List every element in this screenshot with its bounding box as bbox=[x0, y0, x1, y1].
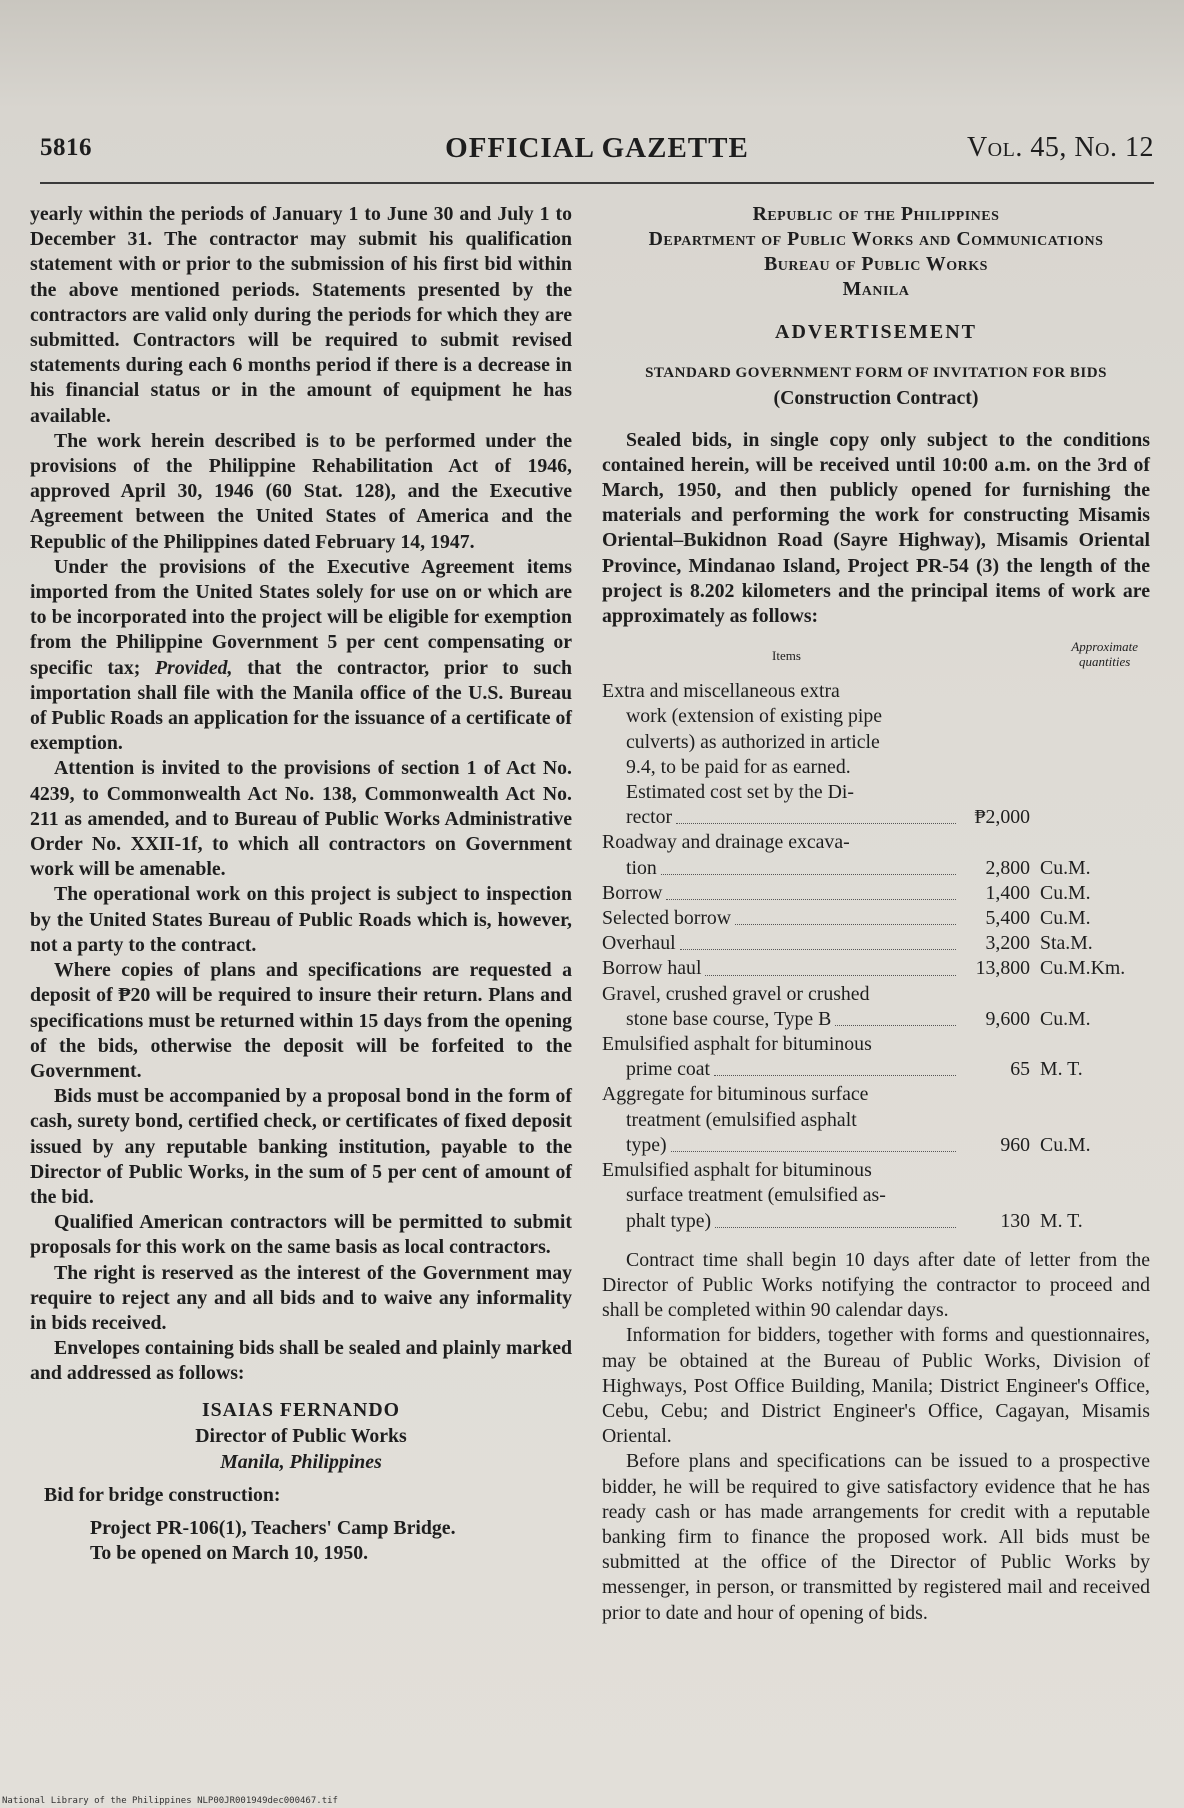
item-text: Borrow haul bbox=[602, 957, 702, 980]
item-description bbox=[602, 881, 960, 906]
item-row bbox=[602, 679, 1150, 830]
leader-dots bbox=[705, 956, 956, 975]
project-line: To be opened on March 10, 1950. bbox=[90, 1541, 369, 1564]
paragraph: Information for bidders, together with forms and questionnaires, may be obtained at the Bureau of Public Works, Division of Highways, Post Office Building, Manila; District Engineer's Office, Cebu, Cebu; and District Engineer's Office, Cagayan, Misamis Oriental. bbox=[602, 1324, 1150, 1448]
item-text-line: Roadway and drainage excava- bbox=[602, 831, 850, 854]
item-text-line: Emulsified asphalt for bituminous bbox=[602, 1159, 872, 1182]
leader-dots bbox=[680, 931, 956, 950]
items-column-header: Items bbox=[772, 648, 801, 664]
item-description bbox=[602, 931, 960, 956]
item-row bbox=[602, 830, 1150, 880]
item-text-line: treatment (emulsified asphalt bbox=[626, 1108, 857, 1131]
item-unit: Cu.M.Km. bbox=[1040, 957, 1126, 980]
leader-dots bbox=[666, 881, 956, 900]
leader-dots bbox=[676, 805, 956, 824]
item-text-line bbox=[602, 931, 960, 956]
item-text-line bbox=[602, 1209, 960, 1234]
paragraph: The work herein described is to be performed under the provisions of the Philippine Rehabilitation Act of 1946, approved April 30, 1946 (60 Stat. 128), and the Executive Agreement between the United States of America and the Republic of the Philippines dated February 14, 1947. bbox=[30, 429, 572, 553]
item-text-line: work (extension of existing pipe bbox=[626, 705, 883, 728]
item-text-line: Extra and miscellaneous extra bbox=[602, 680, 840, 703]
item-text-line bbox=[602, 1133, 960, 1158]
text-run: Under the provisions of the Executive Agreement items imported from the United States solely for use on or which are to be incorporated into the project will be eligible for exemption from the Philippine Government 5 per cent compensating or specific tax; bbox=[30, 555, 572, 679]
item-description bbox=[602, 906, 960, 931]
item-text: prime coat bbox=[626, 1058, 711, 1081]
item-description bbox=[602, 1158, 960, 1234]
item-text-line: Gravel, crushed gravel or crushed bbox=[602, 982, 870, 1005]
item-description bbox=[602, 830, 960, 880]
item-text-line bbox=[602, 1007, 960, 1032]
page-header bbox=[40, 128, 1154, 168]
item-quantity: ₱2,000 bbox=[974, 806, 1030, 829]
item-text: tion bbox=[626, 856, 657, 879]
item-unit: Cu.M. bbox=[1040, 856, 1091, 879]
item-text-line bbox=[602, 1057, 960, 1082]
item-text-line: 9.4, to be paid for as earned. bbox=[626, 755, 851, 778]
signatory-name: ISAIAS FERNANDO bbox=[201, 1398, 400, 1421]
item-text-line: Aggregate for bituminous surface bbox=[602, 1083, 869, 1106]
item-row bbox=[602, 931, 1150, 956]
item-row bbox=[602, 956, 1150, 981]
right-column bbox=[602, 202, 1150, 1626]
item-quantity: 130 bbox=[1000, 1209, 1030, 1232]
paragraph: Qualified American contractors will be permitted to submit proposals for this work on the same basis as local contractors. bbox=[30, 1211, 572, 1259]
item-text: stone base course, Type B bbox=[626, 1007, 832, 1030]
paragraph: Contract time shall begin 10 days after date of letter from the Director of Public Works notifying the contractor to proceed and shall be completed within 90 calendar days. bbox=[602, 1248, 1150, 1322]
standard-form-title: STANDARD GOVERNMENT FORM OF INVITATION FOR BIDS bbox=[645, 365, 1107, 382]
masthead: OFFICIAL GAZETTE bbox=[445, 132, 749, 164]
items-table bbox=[602, 679, 1150, 1233]
item-row bbox=[602, 906, 1150, 931]
items-table-header bbox=[602, 639, 1150, 679]
leader-dots bbox=[735, 906, 956, 925]
paragraph bbox=[30, 555, 572, 757]
construction-contract-subtitle: (Construction Contract) bbox=[773, 387, 979, 410]
paragraph: Envelopes containing bids shall be sealed and plainly marked and addressed as follows: bbox=[30, 1337, 572, 1385]
item-unit: Cu.M. bbox=[1040, 1133, 1091, 1156]
item-text-line bbox=[602, 805, 960, 830]
item-description bbox=[602, 679, 960, 830]
page-number: 5816 bbox=[40, 134, 92, 161]
item-description bbox=[602, 1082, 960, 1158]
item-text-line: Estimated cost set by the Di- bbox=[626, 781, 854, 804]
item-text-line: Emulsified asphalt for bituminous bbox=[602, 1033, 872, 1056]
heading-department: Department of Public Works and Communications bbox=[648, 228, 1104, 250]
project-line: Project PR-106(1), Teachers' Camp Bridge. bbox=[90, 1516, 456, 1539]
item-text: rector bbox=[626, 806, 673, 829]
item-text: Borrow bbox=[602, 881, 663, 904]
intro-paragraph: Sealed bids, in single copy only subject to the conditions contained herein, will be received until 10:00 a.m. on the 3rd of March, 1950, and then publicly opened for furnishing the materials and performing the work for constructing Misamis Oriental–Bukidnon Road (Sayre Highway), Misamis Oriental Province, Mindanao Island, Project PR-54 (3) the length of the project is 8.202 kilometers and the principal items of work are approximately as follows: bbox=[602, 428, 1150, 628]
item-text-line bbox=[602, 856, 960, 881]
item-text: Selected borrow bbox=[602, 907, 732, 930]
item-text: type) bbox=[626, 1133, 667, 1156]
bid-for-label: Bid for bridge construction: bbox=[44, 1483, 281, 1506]
paragraph: The right is reserved as the interest of the Government may require to reject any and all bids and to waive any informality in bids received. bbox=[30, 1261, 572, 1334]
item-quantity: 9,600 bbox=[985, 1007, 1030, 1030]
quantities-column-header bbox=[1071, 639, 1138, 669]
item-quantity: 13,800 bbox=[975, 957, 1030, 980]
item-row bbox=[602, 1032, 1150, 1082]
advertisement-title: ADVERTISEMENT bbox=[775, 321, 977, 343]
header-line: quantities bbox=[1079, 654, 1131, 670]
item-quantity: 2,800 bbox=[985, 856, 1030, 879]
emphasis: Provided, bbox=[155, 656, 233, 679]
signature-block bbox=[30, 1397, 572, 1475]
text-run: that the contractor, prior to such importation shall file with the Manila office of the U.S. Bureau of Public Roads an application for the issuance of a certificate of exemption. bbox=[30, 656, 572, 755]
item-unit: M. T. bbox=[1040, 1209, 1083, 1232]
signatory-place: Manila, Philippines bbox=[220, 1450, 382, 1473]
header-rule bbox=[40, 182, 1154, 184]
item-text: Overhaul bbox=[602, 932, 676, 955]
item-description bbox=[602, 956, 960, 981]
leader-dots bbox=[661, 856, 956, 875]
heading-manila: Manila bbox=[842, 278, 910, 300]
item-quantity: 960 bbox=[1000, 1133, 1030, 1156]
paragraph: Bids must be accompanied by a proposal bond in the form of cash, surety bond, certified check, or certificates of fixed deposit issued by any reputable banking institution, payable to the Director of Public Works, in the sum of 5 per cent of amount of the bid. bbox=[30, 1085, 572, 1208]
item-unit: Cu.M. bbox=[1040, 1007, 1091, 1030]
item-description bbox=[602, 982, 960, 1032]
leader-dots bbox=[671, 1133, 956, 1152]
item-text-line: surface treatment (emulsified as- bbox=[626, 1184, 886, 1207]
item-row bbox=[602, 881, 1150, 906]
item-description bbox=[602, 1032, 960, 1082]
paragraph: The operational work on this project is subject to inspection by the United States Bureau of Public Roads which is, however, not a party to the contract. bbox=[30, 883, 572, 956]
paragraph: Where copies of plans and specifications are requested a deposit of ₱20 will be required to insure their return. Plans and specifications must be returned within 15 days from the opening of the bids, otherwise the deposit will be forfeited to the Government. bbox=[30, 959, 572, 1082]
item-quantity: 65 bbox=[1010, 1058, 1030, 1081]
item-unit: Cu.M. bbox=[1040, 907, 1091, 930]
item-quantity: 1,400 bbox=[985, 881, 1030, 904]
item-text-line bbox=[602, 956, 960, 981]
paragraph: Before plans and specifications can be issued to a prospective bidder, he will be required to give satisfactory evidence that he has ready cash or has made arrangements for credit with a reputable banking firm to finance the proposed work. All bids must be submitted at the office of the Director of Public Works by messenger, in person, or transmitted by registered mail and received prior to date and hour of opening of bids. bbox=[602, 1450, 1150, 1624]
header-line: Approximate bbox=[1071, 639, 1138, 655]
item-quantity: 5,400 bbox=[985, 907, 1030, 930]
item-unit: Cu.M. bbox=[1040, 881, 1091, 904]
heading-bureau: Bureau of Public Works bbox=[764, 253, 988, 275]
item-text: phalt type) bbox=[626, 1209, 712, 1232]
item-row bbox=[602, 982, 1150, 1032]
leader-dots bbox=[714, 1057, 956, 1076]
item-quantity: 3,200 bbox=[985, 932, 1030, 955]
item-row bbox=[602, 1158, 1150, 1234]
leader-dots bbox=[835, 1007, 956, 1026]
left-column bbox=[30, 202, 572, 1566]
item-row bbox=[602, 1082, 1150, 1158]
item-text-line: culverts) as authorized in article bbox=[626, 730, 880, 753]
paragraph: Attention is invited to the provisions of section 1 of Act No. 4239, to Commonwealth Act No. 138, Commonwealth Act No. 211 as amended, and to Bureau of Public Works Administrative Order No. XXII-1f, to which all contractors on Government work will be amenable. bbox=[30, 757, 572, 881]
item-unit: Sta.M. bbox=[1040, 932, 1093, 955]
scan-footer: National Library of the Philippines NLP00JR001949dec000467.tif bbox=[2, 1796, 338, 1806]
leader-dots bbox=[715, 1209, 956, 1228]
item-text-line bbox=[602, 881, 960, 906]
item-unit: M. T. bbox=[1040, 1058, 1083, 1081]
signatory-title: Director of Public Works bbox=[195, 1424, 407, 1447]
item-text-line bbox=[602, 906, 960, 931]
paragraph: yearly within the periods of January 1 to June 30 and July 1 to December 31. The contractor may submit his qualification statement with or prior to the submission of his first bid within the above mentioned periods. Statements presented by the contractors are valid only during the periods for which they are submitted. Contractors will be required to submit revised statements during each 6 months period if there is a decrease in his financial status or in the amount of equipment he has available. bbox=[30, 203, 572, 427]
heading-republic: Republic of the Philippines bbox=[752, 203, 1000, 225]
volume-number: Vol. 45, No. 12 bbox=[966, 132, 1154, 163]
